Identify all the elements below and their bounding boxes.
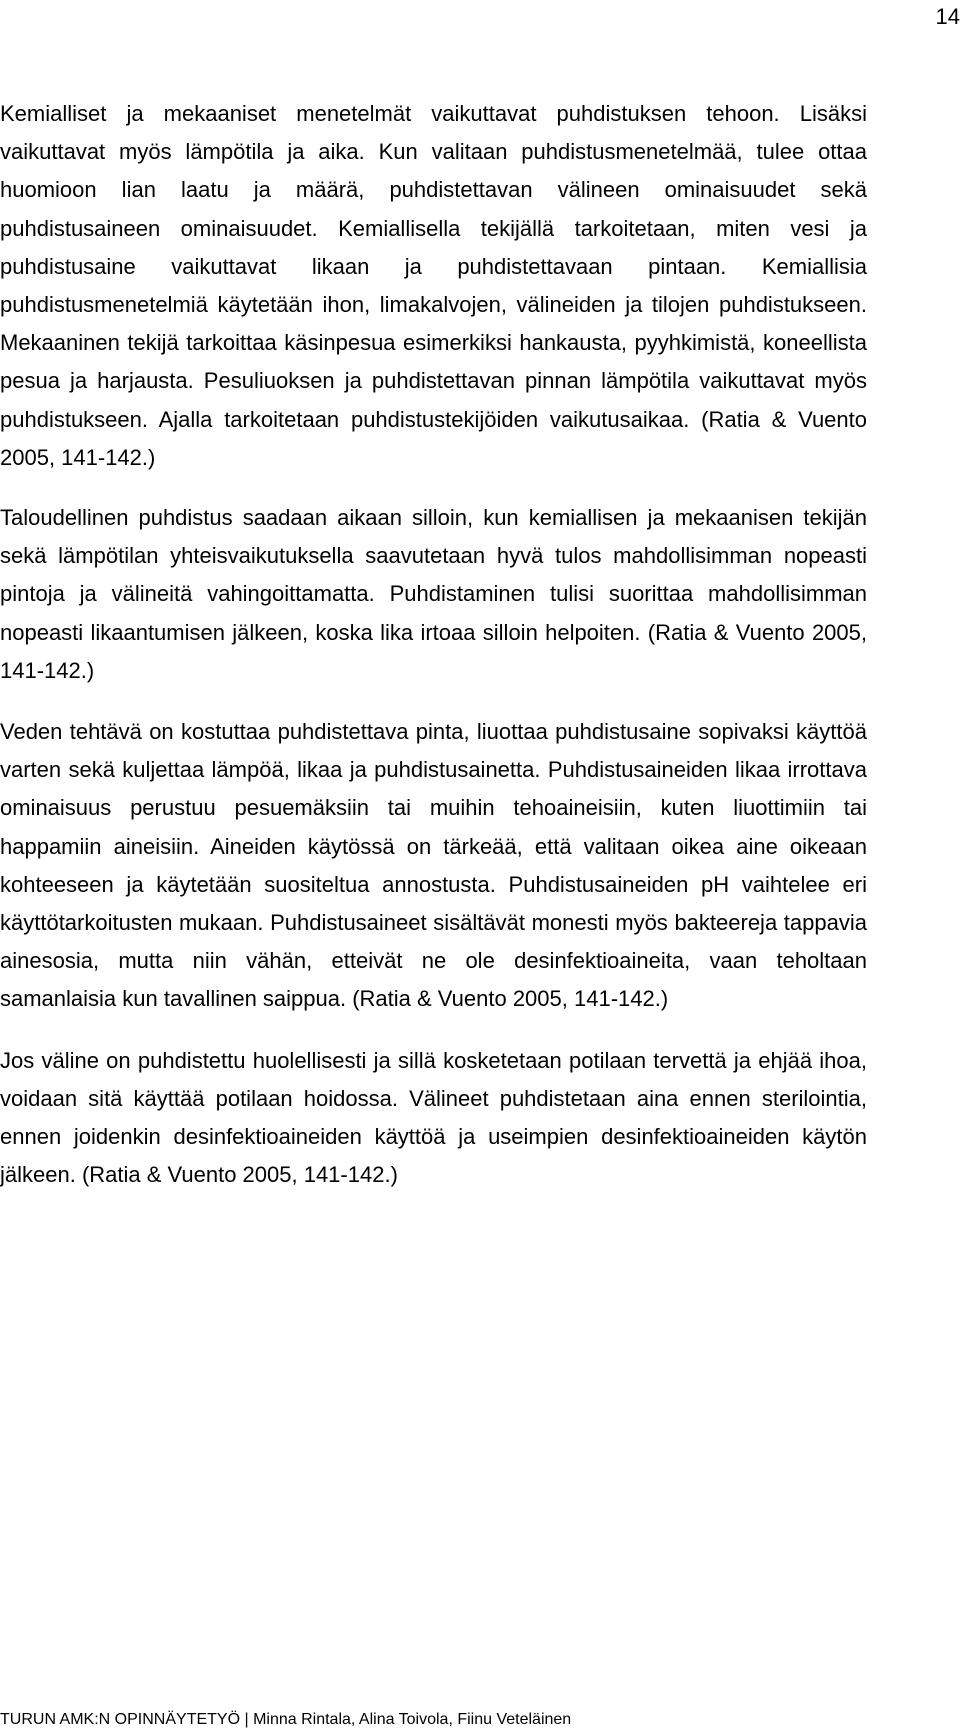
paragraph-instrument-cleaning: Jos väline on puhdistettu huolellisesti ja sillä kosketetaan potilaan tervettä ja ehjää ihoa, voidaan sitä käyttää potilaan hoidossa. Välineet puhdistetaan aina ennen sterilointia, ennen joidenkin desinfektioaineiden käyttöä ja useimpien desinfektioaineiden käytön jälkeen. (Ratia & Vuento 2005, 141-142.) bbox=[0, 1047, 867, 1188]
paragraph-economical-cleaning: Taloudellinen puhdistus saadaan aikaan silloin, kun kemiallisen ja mekaanisen tekijän sekä lämpötilan yhteisvaikutuksella saavutetaan hyvä tulos mahdollisimman nopeasti pintoja ja välineitä vahingoittamatta. Puhdistaminen tulisi suorittaa mahdollisimman nopeasti likaantumisen jälkeen, koska lika irtoaa silloin helpoiten. (Ratia & Vuento 2005, 141-142.) bbox=[0, 505, 867, 683]
paragraph-cleaning-factors: Kemialliset ja mekaaniset menetelmät vaikuttavat puhdistuksen tehoon. Lisäksi vaikuttavat myös lämpötila ja aika. Kun valitaan puhdistusmenetelmää, tulee ottaa huomioon lian laatu ja määrä, puhdistettavan välineen ominaisuudet sekä puhdistusaineen ominaisuudet. Kemiallisella tekijällä tarkoitetaan, miten vesi ja puhdistusaine vaikuttavat likaan ja puhdistettavaan pintaan. Kemiallisia puhdistusmenetelmiä käytetään ihon, limakalvojen, välineiden ja tilojen puhdistukseen. Mekaaninen tekijä tarkoittaa käsinpesua esimerkiksi hankausta, pyyhkimistä, koneellista pesua ja harjausta. Pesuliuoksen ja puhdistettavan pinnan lämpötila vaikuttavat myös puhdistukseen. Ajalla tarkoitetaan puhdistustekijöiden vaikutusaikaa. (Ratia & Vuento 2005, 141-142.) bbox=[0, 101, 867, 470]
page-footer: TURUN AMK:N OPINNÄYTETYÖ | Minna Rintala, Alina Toivola, Fiinu Veteläinen bbox=[0, 1711, 572, 1728]
document-body bbox=[0, 95, 867, 1218]
page-number: 14 bbox=[935, 4, 960, 29]
paragraph-water-and-detergents: Veden tehtävä on kostuttaa puhdistettava pinta, liuottaa puhdistusaine sopivaksi käyttöä varten sekä kuljettaa lämpöä, likaa ja puhdistusainetta. Puhdistusaineiden likaa irrottava ominaisuus perustuu pesuemäksiin tai muihin tehoaineisiin, kuten liuottimiin tai happamiin aineisiin. Aineiden käytössä on tärkeää, että valitaan oikea aine oikeaan kohteeseen ja käytetään suositeltua annostusta. Puhdistusaineiden pH vaihtelee eri käyttötarkoitusten mukaan. Puhdistusaineet sisältävät monesti myös bakteereja tappavia ainesosia, mutta niin vähän, etteivät ne ole desinfektioaineita, vaan teholtaan samanlaisia kun tavallinen saippua. (Ratia & Vuento 2005, 141-142.) bbox=[0, 719, 867, 1012]
